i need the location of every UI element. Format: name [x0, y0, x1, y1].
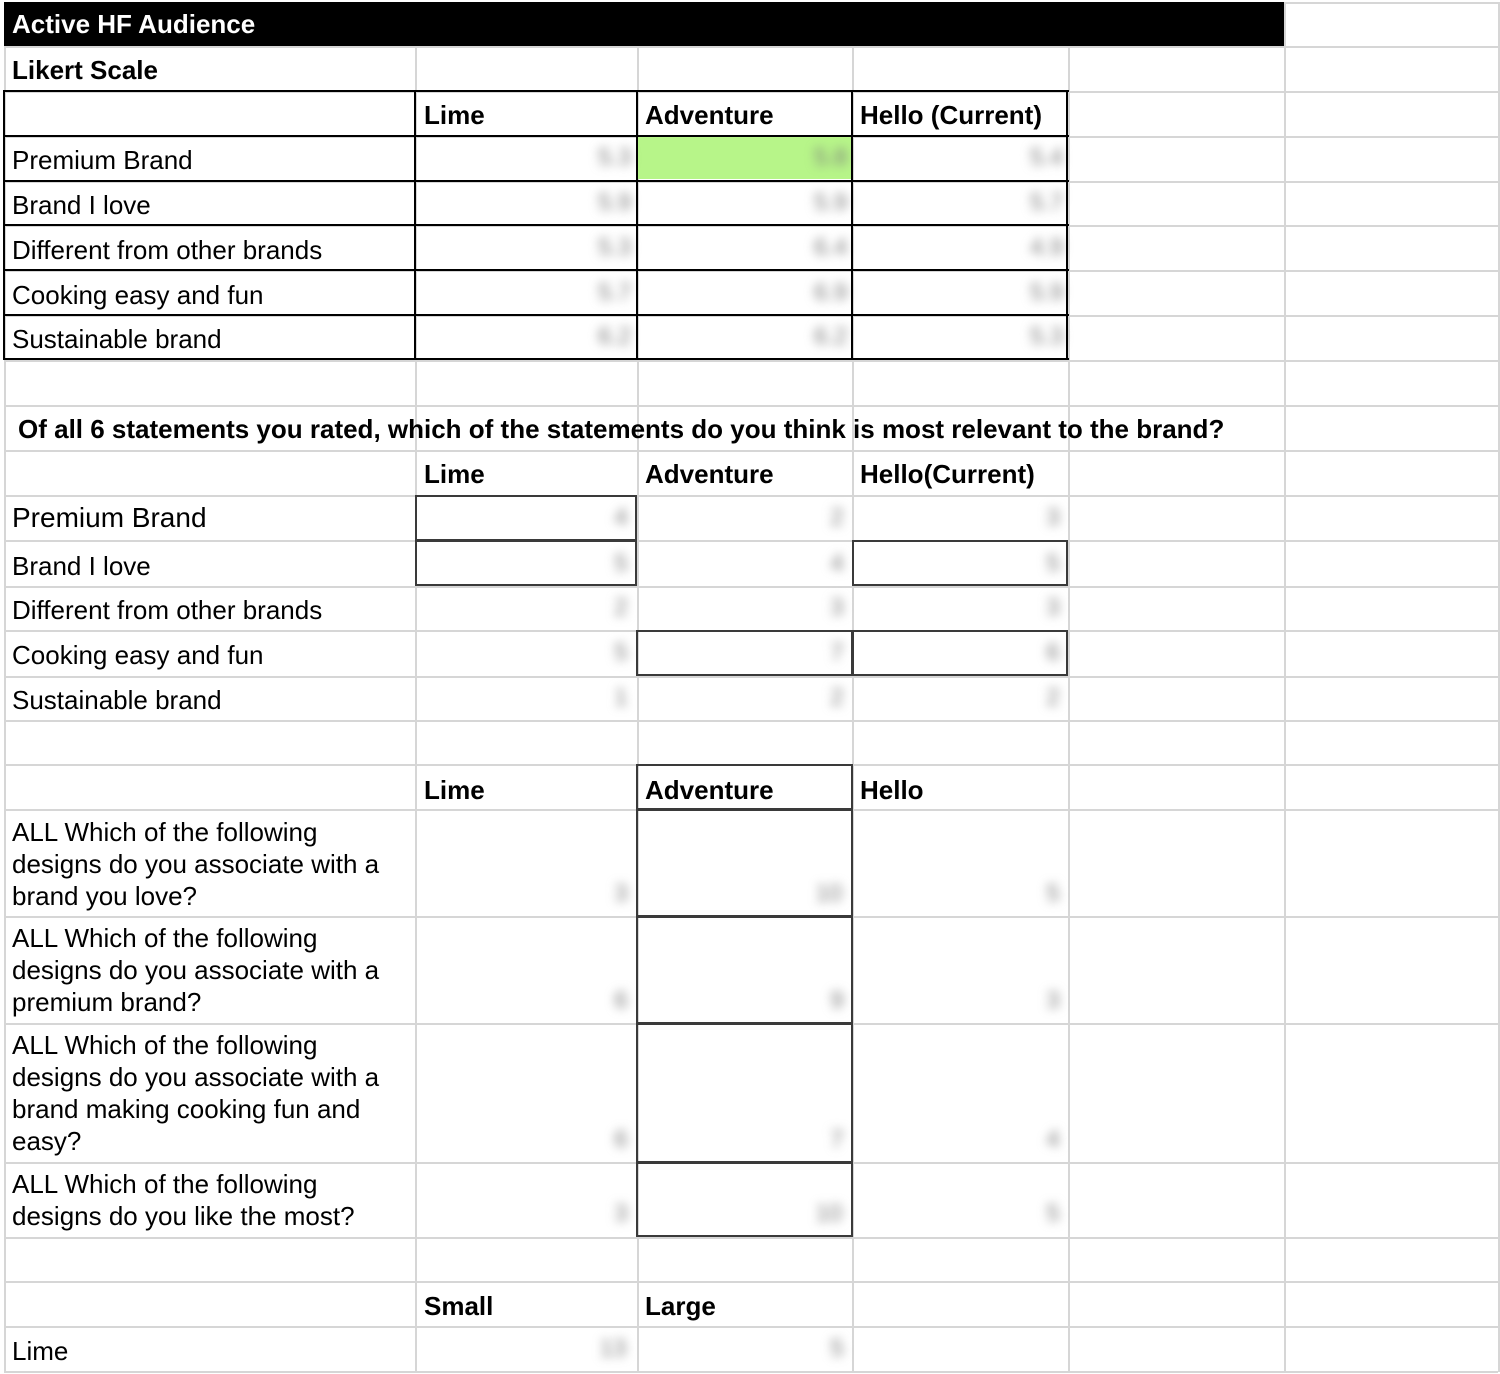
gridline-v	[1284, 2, 1286, 1372]
s3-value[interactable]: 5	[1046, 1200, 1060, 1227]
s3-value[interactable]: 5	[1046, 880, 1060, 907]
s1-header-adventure: Adventure	[645, 100, 774, 130]
s2-value[interactable]: 3	[830, 594, 844, 621]
s1-header-hello: Hello (Current)	[860, 100, 1042, 130]
s4-header-small: Small	[424, 1291, 494, 1321]
s2-value[interactable]: 2	[830, 504, 844, 531]
s3-row-label: ALL Which of the following designs do you like the most?	[12, 1169, 355, 1231]
s1-row-label: Brand I love	[12, 190, 151, 220]
gridline-h	[4, 1326, 1498, 1328]
s3-row-label: ALL Which of the following designs do you associate with a brand making cooking fun and easy?	[12, 1030, 380, 1156]
s3-value[interactable]: 3	[1046, 987, 1060, 1014]
selection-border	[636, 630, 853, 676]
s2-value[interactable]: 7	[830, 639, 844, 666]
gridline-h	[4, 540, 1498, 542]
s2-row-label: Cooking easy and fun	[12, 640, 264, 670]
s3-value[interactable]: 3	[614, 1200, 628, 1227]
table-border	[851, 90, 853, 360]
s1-value[interactable]: 5.8	[814, 144, 848, 171]
s1-row-label: Sustainable brand	[12, 324, 222, 354]
s4-value[interactable]: 13	[599, 1335, 627, 1362]
s2-header-lime: Lime	[424, 459, 485, 489]
s2-value[interactable]: 5	[614, 550, 628, 577]
gridline-h	[4, 586, 1498, 588]
s2-value[interactable]: 1	[614, 684, 628, 711]
s3-header-lime: Lime	[424, 775, 485, 805]
s3-value[interactable]: 4	[1046, 1126, 1060, 1153]
s3-value[interactable]: 10	[815, 880, 843, 907]
s2-value[interactable]: 5	[614, 639, 628, 666]
s3-header-hello: Hello	[860, 775, 924, 805]
s1-row-label: Cooking easy and fun	[12, 280, 264, 310]
likert-scale-title: Likert Scale	[12, 55, 158, 85]
gridline-h	[4, 676, 1498, 678]
table-border	[1066, 90, 1068, 360]
selection-border	[636, 809, 853, 917]
gridline-h	[4, 46, 1498, 48]
section2-question: Of all 6 statements you rated, which of the statements do you think is most relevant to the brand?	[18, 414, 1225, 444]
s1-value[interactable]: 5.4	[1030, 144, 1064, 171]
s2-value[interactable]: 3	[1046, 504, 1060, 531]
gridline-h	[4, 495, 1498, 497]
table-border	[4, 90, 1069, 92]
gridline-h	[4, 1237, 1498, 1239]
s1-value[interactable]: 6.4	[814, 234, 848, 261]
s4-row-label: Lime	[12, 1336, 69, 1366]
gridline-h	[4, 450, 1498, 452]
table-border	[4, 224, 1069, 226]
gridline-h	[4, 720, 1498, 722]
table-border	[3, 90, 5, 360]
s2-row-label: Brand I love	[12, 551, 151, 581]
selection-border	[636, 1162, 853, 1237]
s2-row-label: Sustainable brand	[12, 685, 222, 715]
table-border	[4, 135, 1069, 137]
s1-value[interactable]: 6.2	[814, 323, 848, 350]
s3-value[interactable]: 6	[614, 1126, 628, 1153]
s3-header-adventure: Adventure	[645, 775, 774, 805]
s3-row-label: ALL Which of the following designs do you associate with a premium brand?	[12, 923, 380, 1017]
s2-header-adventure: Adventure	[645, 459, 774, 489]
table-border	[4, 269, 1069, 271]
s3-value[interactable]: 6	[614, 987, 628, 1014]
gridline-v	[1068, 2, 1070, 1372]
s1-value[interactable]: 5.9	[598, 189, 632, 216]
s2-header-hello: Hello(Current)	[860, 459, 1035, 489]
s2-value[interactable]: 3	[1046, 594, 1060, 621]
s3-value[interactable]: 7	[830, 1126, 844, 1153]
selection-border	[852, 540, 1068, 586]
selection-border	[415, 495, 637, 541]
s3-value[interactable]: 9	[830, 987, 844, 1014]
s1-row-label: Different from other brands	[12, 235, 323, 265]
s2-value[interactable]: 2	[830, 684, 844, 711]
s1-value[interactable]: 6.2	[598, 323, 632, 350]
selection-border	[636, 1023, 853, 1163]
s1-value[interactable]: 5.3	[598, 144, 632, 171]
table-border	[636, 90, 638, 360]
s3-value[interactable]: 10	[815, 1200, 843, 1227]
s1-value[interactable]: 5.3	[598, 234, 632, 261]
s2-row-label: Different from other brands	[12, 595, 323, 625]
s1-value[interactable]: 5.7	[1030, 189, 1064, 216]
sheet-title: Active HF Audience	[12, 9, 256, 39]
s1-value[interactable]: 5.9	[1030, 279, 1064, 306]
s2-value[interactable]: 2	[614, 594, 628, 621]
s2-value[interactable]: 4	[830, 550, 844, 577]
s2-value[interactable]: 5	[1046, 550, 1060, 577]
table-border	[4, 180, 1069, 182]
s1-header-lime: Lime	[424, 100, 485, 130]
s1-value[interactable]: 5.3	[1030, 323, 1064, 350]
s1-value[interactable]: 5.9	[814, 189, 848, 216]
selection-border	[415, 540, 637, 586]
gridline-h	[4, 1281, 1498, 1283]
table-border	[4, 314, 1069, 316]
s3-value[interactable]: 3	[614, 880, 628, 907]
s4-value[interactable]: 5	[830, 1335, 844, 1362]
selection-border	[636, 764, 853, 810]
s2-row-label: Premium Brand	[12, 502, 207, 533]
selection-border	[852, 630, 1068, 676]
s2-value[interactable]: 2	[1046, 684, 1060, 711]
s1-value[interactable]: 4.9	[1030, 234, 1064, 261]
s1-value[interactable]: 5.7	[598, 279, 632, 306]
table-border	[414, 90, 416, 360]
selection-border	[636, 916, 853, 1024]
gridline-h	[4, 1371, 1498, 1373]
s1-value[interactable]: 6.9	[814, 279, 848, 306]
s2-value[interactable]: 6	[1046, 639, 1060, 666]
gridline-h	[4, 405, 1498, 407]
s3-row-label: ALL Which of the following designs do you associate with a brand you love?	[12, 817, 380, 911]
table-border	[4, 358, 1069, 360]
s2-value[interactable]: 4	[614, 504, 628, 531]
gridline-h	[4, 360, 1498, 362]
s4-header-large: Large	[645, 1291, 716, 1321]
s1-row-label: Premium Brand	[12, 145, 193, 175]
